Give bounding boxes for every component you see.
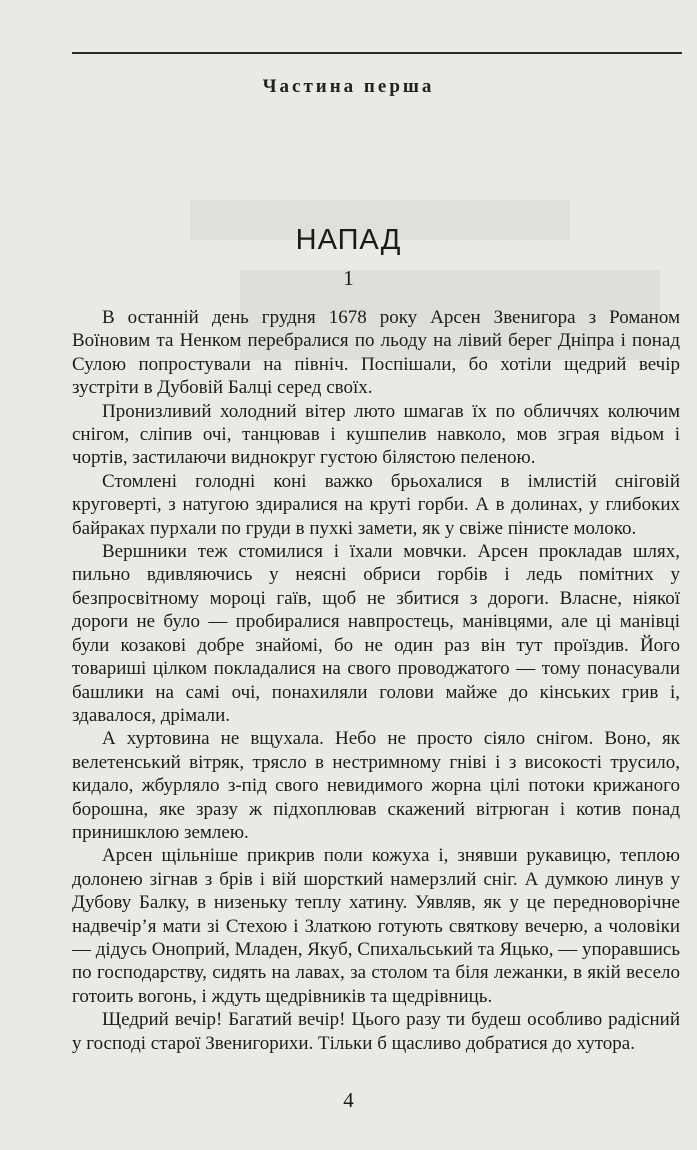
header-rule — [72, 52, 682, 54]
section-number: 1 — [343, 266, 354, 290]
paragraph: Пронизливий холодний вітер люто шмагав їх по обличчях колючим снігом, сліпив очі, танцював і кушпелив навколо, мов зграя відьом і чортів, застилаючи виднокруг густою білястою пеленою. — [72, 400, 680, 469]
paragraph: Вершники теж стомилися і їхали мовчки. Арсен прокладав шлях, пильно вдивляючись у неясні обриси горбів і ледь помітних у безпросвітному мороці гаїв, щоб не збитися з дороги. Власне, ніякої дороги не було — пробиралися навпростець, манівцями, але ці манівці були козакові добре знайомі, бо не один раз він тут проїздив. Його товариші цілком покладалися на свого проводжатого — тому понасували башлики на самі очі, понахиляли голови майже до кінських грив і, здавалося, дрімали. — [72, 541, 680, 726]
paragraph: А хуртовина не вщухала. Небо не просто сіяло снігом. Воно, як велетенський вітряк, трясло в нестримному гніві і з високості трусило, кидало, жбурляло з-під свого невидимого жорна цілі потоки крижаного борошна, яке зразу ж підхоплював скажений вітрюган і котив понад принишклою землею. — [72, 728, 680, 843]
part-title: Частина перша — [262, 76, 435, 97]
paragraph: Стомлені голодні коні важко брьохалися в імлистій сніговій круговерті, з натугою здиралися на круті горби. А в долинах, у глибоких байраках пурхали по груди в пухкі замети, як у свіже пінисте молоко. — [72, 470, 680, 539]
page-number: 4 — [343, 1088, 354, 1112]
chapter-title: НАПАД — [295, 224, 402, 256]
paragraph: Щедрий вечір! Багатий вечір! Цього разу ти будеш особливо радісний у господі старої Звенигорихи. Тільки б щасливо добратися до хутора. — [72, 1009, 680, 1054]
body-text — [72, 306, 680, 1055]
paragraph: Арсен щільніше прикрив поли кожуха і, знявши рукавицю, теплою долонею зігнав з брів і вій шорсткий намерзлий сніг. А думкою линув у Дубову Балку, в низеньку теплу хатину. Уявляв, як у це передноворічне надвечір’я мати зі Стехою і Златкою готують святкову вечерю, а чоловіки — дідусь Оноприй, Младен, Якуб, Спихальський та Яцько, — упоравшись по господарству, сидять на лавах, за столом та біля лежанки, в якій весело готоить вогонь, і ждуть щедрівників та щедрівниць. — [72, 845, 680, 1007]
paragraph: В останній день грудня 1678 року Арсен Звенигора з Романом Воїновим та Ненком перебралися по льоду на лівий берег Дніпра і понад Сулою попростували на північ. Поспішали, бо хотіли щедрий вечір зустріти в Дубовій Балці серед своїх. — [72, 307, 680, 399]
